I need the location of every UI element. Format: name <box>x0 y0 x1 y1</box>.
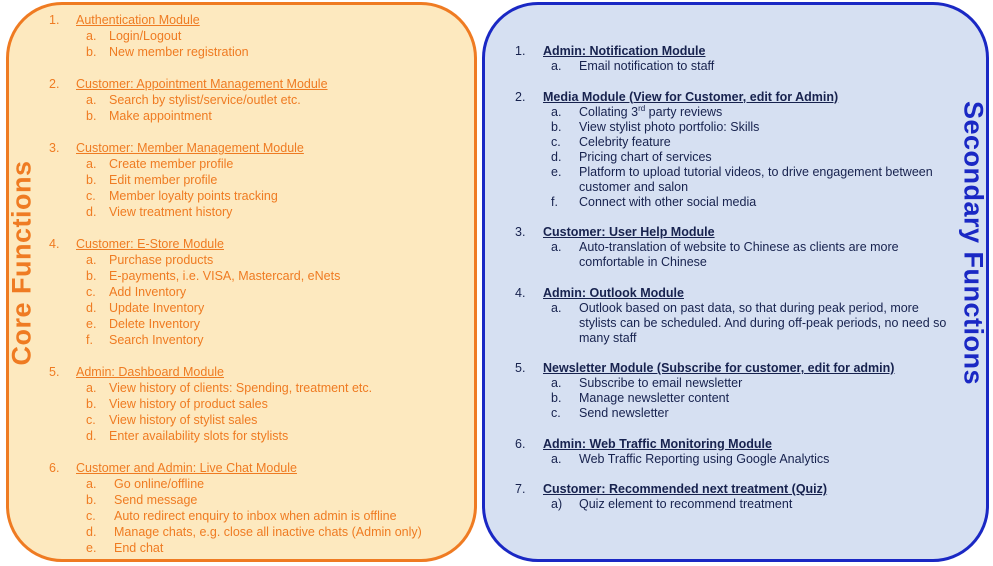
secondary-module <box>0 43 715 74</box>
feature-text-part: Collating 3 <box>579 104 639 119</box>
feature-letter: b. <box>86 493 97 507</box>
module-heading <box>0 43 706 59</box>
module-title: Customer: User Help Module <box>543 225 715 239</box>
feature-letter: d. <box>551 149 562 164</box>
feature-letter: b. <box>86 109 97 123</box>
module-heading <box>0 436 772 452</box>
feature-letter: a. <box>86 253 97 267</box>
feature-letter: a. <box>551 376 562 390</box>
feature-text: Celebrity feature <box>579 134 671 149</box>
feature-list <box>0 451 830 467</box>
feature-text: Web Traffic Reporting using Google Analytics <box>579 451 830 466</box>
feature-letter: a. <box>551 240 562 254</box>
feature-letter: c. <box>86 413 96 427</box>
feature-letter: a) <box>551 497 563 511</box>
secondary-functions-title: Secondary Functions <box>958 100 989 386</box>
feature-letter: e. <box>86 317 97 331</box>
module-title: Customer: E-Store Module <box>76 237 224 251</box>
feature-letter: a. <box>86 29 97 43</box>
module-title: Customer: Member Management Module <box>76 141 304 155</box>
feature-letter: a. <box>86 477 97 491</box>
feature-letter: b. <box>86 45 97 59</box>
feature-item <box>0 376 743 391</box>
feature-text: Enter availability slots for stylists <box>109 429 289 443</box>
feature-item <box>0 103 723 120</box>
module-number: 4. <box>49 237 60 251</box>
feature-letter: a. <box>86 381 97 395</box>
module-number: 7. <box>515 482 526 496</box>
feature-text: Manage chats, e.g. close all inactive chats (Admin only) <box>114 525 422 539</box>
feature-text: View stylist photo portfolio: Skills <box>579 119 760 134</box>
module-title: Newsletter Module (Subscribe for customer, edit for admin) <box>543 361 895 375</box>
module-title: Admin: Dashboard Module <box>76 365 224 379</box>
feature-text: View history of stylist sales <box>109 413 258 427</box>
feature-letter: c. <box>551 134 561 149</box>
secondary-functions-panel <box>482 2 989 562</box>
module-heading <box>0 89 839 105</box>
feature-text: E-payments, i.e. VISA, Mastercard, eNets <box>109 269 341 283</box>
secondary-module <box>0 285 947 346</box>
secondary-module-list <box>0 43 947 512</box>
module-title: Admin: Web Traffic Monitoring Module <box>543 436 772 451</box>
module-title: Admin: Notification Module <box>543 44 706 58</box>
feature-text: View history of product sales <box>109 397 268 411</box>
feature-letter: a. <box>86 93 97 107</box>
feature-item <box>0 497 793 512</box>
feature-letter: e. <box>551 164 562 179</box>
feature-text: View treatment history <box>109 205 233 219</box>
feature-text: Quiz element to recommend treatment <box>579 497 793 511</box>
feature-letter: a. <box>551 104 562 119</box>
feature-letter: a. <box>551 300 562 315</box>
feature-list <box>0 103 933 210</box>
feature-text-part: party reviews <box>645 104 723 119</box>
feature-letter: a. <box>551 59 562 73</box>
feature-text: Go online/offline <box>114 477 205 491</box>
feature-text: Member loyalty points tracking <box>109 189 278 203</box>
feature-letter: b. <box>551 119 562 134</box>
feature-item <box>0 194 757 210</box>
secondary-module <box>0 224 899 270</box>
feature-letter: c. <box>86 285 96 299</box>
ordinal-suffix: rd <box>638 103 646 113</box>
feature-list <box>0 300 947 346</box>
feature-text: Login/Logout <box>109 29 182 43</box>
feature-item <box>0 119 760 135</box>
module-number: 6. <box>515 436 526 451</box>
feature-item <box>0 391 730 406</box>
feature-letter: b. <box>551 391 562 405</box>
feature-item <box>0 240 899 270</box>
feature-text: Make appointment <box>109 109 212 123</box>
module-title: Media Module (View for Customer, edit for Admin) <box>543 89 839 104</box>
feature-item <box>0 406 669 421</box>
feature-letter: b. <box>86 269 97 283</box>
secondary-module <box>0 481 828 512</box>
feature-letter: d. <box>86 525 97 539</box>
module-number: 6. <box>49 461 60 475</box>
module-title: Customer: Recommended next treatment (Quiz) <box>543 482 828 496</box>
module-number: 1. <box>515 44 526 58</box>
feature-letter: b. <box>86 173 97 187</box>
feature-letter: f. <box>86 333 93 347</box>
feature-text: Pricing chart of services <box>579 149 712 164</box>
feature-list <box>0 59 715 74</box>
feature-text <box>579 105 722 120</box>
feature-item <box>0 451 830 467</box>
module-number: 5. <box>515 361 526 375</box>
module-number: 2. <box>515 89 526 104</box>
feature-item <box>0 59 715 74</box>
feature-list <box>0 376 743 421</box>
module-title: Admin: Outlook Module <box>543 285 684 300</box>
feature-text: Edit member profile <box>109 173 218 187</box>
feature-letter: c. <box>86 189 96 203</box>
feature-item <box>0 300 947 346</box>
feature-text: Platform to upload tutorial videos, to drive engagement between customer and salon <box>579 164 933 194</box>
feature-text: Search Inventory <box>109 333 204 347</box>
feature-text: Create member profile <box>109 157 234 171</box>
feature-letter: e. <box>86 541 97 555</box>
feature-text: Outlook based on past data, so that during peak period, more stylists can be scheduled. And during off-peak periods, no need so many staff <box>579 300 947 345</box>
module-heading <box>0 360 895 376</box>
feature-item <box>0 149 712 165</box>
secondary-module <box>0 89 933 210</box>
feature-text: Update Inventory <box>109 301 205 315</box>
feature-text: Connect with other social media <box>579 194 757 209</box>
feature-text: Add Inventory <box>109 285 187 299</box>
feature-letter: b. <box>86 397 97 411</box>
feature-text: Auto-translation of website to Chinese as clients are more comfortable in Chinese <box>579 240 899 269</box>
feature-letter: a. <box>551 451 562 466</box>
module-heading <box>0 224 715 240</box>
feature-text: Send newsletter <box>579 406 669 420</box>
feature-letter: d. <box>86 205 97 219</box>
module-title: Customer: Appointment Management Module <box>76 77 328 91</box>
secondary-module <box>0 360 895 421</box>
feature-text: Auto redirect enquiry to inbox when admin is offline <box>114 509 397 523</box>
feature-letter: c. <box>86 509 96 523</box>
feature-text: Purchase products <box>109 253 214 267</box>
feature-text: Search by stylist/service/outlet etc. <box>109 93 301 107</box>
feature-letter: a. <box>86 157 97 171</box>
module-title: Authentication Module <box>76 13 200 27</box>
module-heading <box>0 481 828 497</box>
feature-letter: d. <box>86 429 97 443</box>
feature-letter: c. <box>551 406 561 420</box>
core-functions-title: Core Functions <box>6 160 37 366</box>
feature-list <box>0 497 793 512</box>
feature-text: View history of clients: Spending, treatment etc. <box>109 381 373 395</box>
feature-letter: d. <box>86 301 97 315</box>
feature-text: Delete Inventory <box>109 317 201 331</box>
feature-text: Manage newsletter content <box>579 391 730 405</box>
module-heading <box>0 285 684 301</box>
feature-item <box>0 134 671 150</box>
module-number: 3. <box>49 141 60 155</box>
feature-text: End chat <box>114 541 164 555</box>
module-number: 2. <box>49 77 60 91</box>
feature-text: Send message <box>114 493 198 507</box>
module-number: 1. <box>49 13 60 27</box>
module-title: Customer and Admin: Live Chat Module <box>76 461 297 475</box>
feature-list <box>0 240 899 270</box>
secondary-module <box>0 436 830 467</box>
feature-letter: f. <box>551 194 558 209</box>
feature-text: Subscribe to email newsletter <box>579 376 743 390</box>
feature-text: New member registration <box>109 45 249 59</box>
module-number: 5. <box>49 365 60 379</box>
module-number: 4. <box>515 285 526 300</box>
feature-text: Email notification to staff <box>579 59 715 73</box>
module-number: 3. <box>515 225 526 239</box>
